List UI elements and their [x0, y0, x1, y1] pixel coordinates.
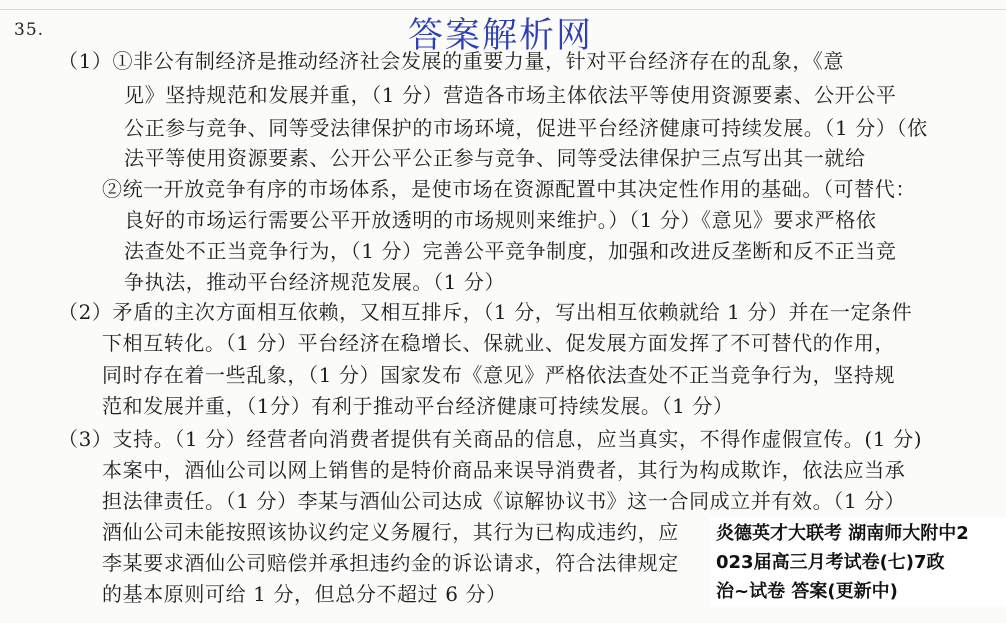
- question-number: 35.: [14, 20, 45, 40]
- answer-line: （2）矛盾的主次方面相互依赖，又相互排斥，（1 分，写出相互依赖就给 1 分）并在一定条件: [58, 300, 913, 324]
- answer-line: 同时存在着一些乱象，（1 分）国家发布《意见》严格依法查处不正当竞争行为，坚持规: [102, 363, 896, 387]
- overlay-line: 炎德英才大联考 湖南师大附中2: [716, 523, 969, 544]
- answer-line: 本案中，酒仙公司以网上销售的是特价商品来误导消费者，其行为构成欺诈，依法应当承: [102, 458, 906, 482]
- answer-line: 范和发展并重，（1分）有利于推动平台经济健康可持续发展。（1 分）: [102, 394, 734, 418]
- overlay-line: 治~试卷 答案(更新中): [716, 581, 898, 602]
- answer-line: ②统一开放竞争有序的市场体系，是使市场在资源配置中其决定性作用的基础。（可替代：: [102, 177, 916, 201]
- answer-line: 的基本原则可给 1 分，但总分不超过 6 分）: [102, 582, 507, 606]
- answer-line: 下相互转化。（1 分）平台经济在稳增长、保就业、促发展方面发挥了不可替代的作用，: [102, 331, 896, 355]
- answer-line: 公正参与竞争、同等受法律保护的市场环境，促进平台经济健康可持续发展。（1 分）（依: [124, 116, 928, 140]
- answer-line: 见》坚持规范和发展并重，（1 分）营造各市场主体依法平等使用资源要素、公开公平: [124, 83, 897, 107]
- answer-line: 良好的市场运行需要公平开放透明的市场规则来维护。）（1 分）《意见》要求严格依: [124, 208, 877, 232]
- answer-line: 酒仙公司未能按照该协议约定义务履行，其行为已构成违约，应: [102, 520, 679, 544]
- source-overlay-caption: [710, 517, 1006, 606]
- answer-line: 争执法，推动平台经济规范发展。（1 分）: [124, 270, 506, 294]
- overlay-line: 023届高三月考试卷(七)7政: [716, 552, 945, 573]
- answer-line: 担法律责任。（1 分）李某与酒仙公司达成《谅解协议书》这一合同成立并有效。（1 分）: [102, 489, 906, 513]
- answer-line: 法平等使用资源要素、公开公平公正参与竞争、同等受法律保护三点写出其一就给: [124, 146, 866, 170]
- answer-line: （1）①非公有制经济是推动经济社会发展的重要力量，针对平台经济存在的乱象，《意: [58, 49, 845, 73]
- answer-line: 法查处不正当竞争行为，（1 分）完善公平竞争制度，加强和改进反垄断和反不正当竞: [124, 239, 897, 263]
- watermark-title: 答案解析网: [408, 16, 594, 56]
- answer-line: （3）支持。（1 分）经营者向消费者提供有关商品的信息，应当真实，不得作虚假宣传。(1 分): [58, 427, 923, 451]
- answer-line: 李某要求酒仙公司赔偿并承担违约金的诉讼请求，符合法律规定: [102, 551, 679, 575]
